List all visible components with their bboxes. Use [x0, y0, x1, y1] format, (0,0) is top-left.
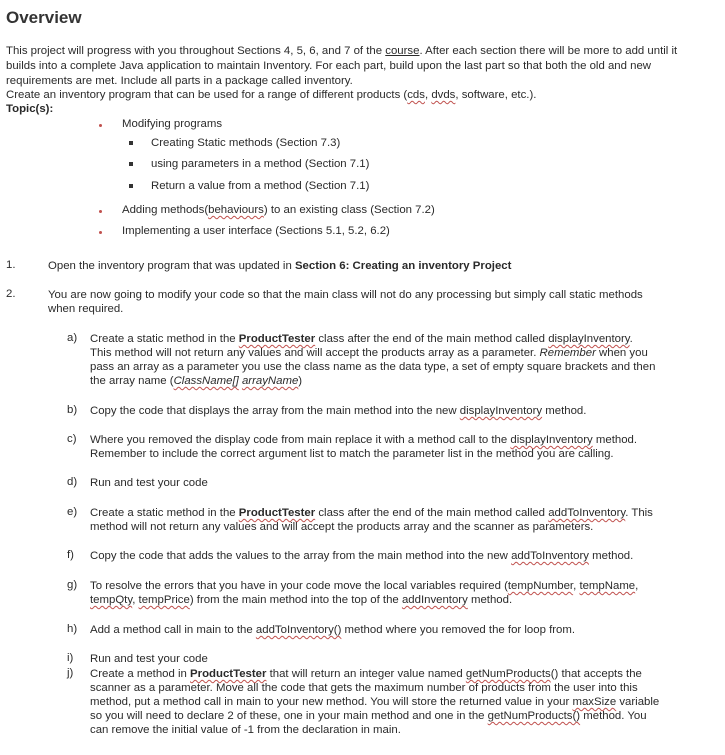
- topic-item: [122, 203, 435, 217]
- item-text: the array name (: [90, 375, 174, 387]
- emphasis-text: Remember: [539, 347, 596, 359]
- topic-subitem: Creating Static methods (Section 7.3): [151, 137, 341, 149]
- item-letter: c): [67, 433, 77, 445]
- item-text: class after the end of the main method called: [315, 507, 549, 519]
- item-letter: h): [67, 623, 78, 635]
- item-text: This method will not return any values and will accept the products array as a parameter.: [90, 347, 540, 359]
- method-name: addToInventory: [548, 507, 626, 519]
- method-name: displayInventory: [510, 434, 593, 446]
- item-b-line-1: [90, 404, 586, 418]
- class-name: ProductTester: [238, 507, 316, 519]
- item-text: so you will need to declare 2 of these, one in your main method and one in the: [90, 710, 488, 722]
- step-2-line-2: when required.: [48, 303, 124, 315]
- misspelled-word: dvds: [431, 89, 456, 101]
- item-text: method where you removed the for loop from.: [341, 624, 576, 636]
- item-a-line-4: [90, 374, 302, 388]
- item-text: ): [298, 375, 303, 387]
- topic-text: Adding methods(: [122, 204, 209, 216]
- variable-name: tempNumber: [507, 580, 574, 592]
- intro-line-1: [6, 44, 677, 59]
- class-name: ProductTester: [238, 333, 316, 345]
- item-text: Copy the code that displays the array from the main method into the new: [90, 405, 460, 417]
- square-bullet-icon: [129, 184, 133, 188]
- item-text: Create a method in: [90, 668, 191, 680]
- variable-name: tempPrice: [138, 594, 190, 606]
- intro-text: This project will progress with you throughout Sections 4, 5, 6, and 7 of the: [6, 45, 386, 57]
- intro-line-4: [6, 88, 536, 103]
- intro-line-2: builds into a complete Java application to maintain Inventory. For each part, build upon the last part so that both the old and new: [6, 60, 652, 72]
- variable-name: maxSize: [572, 696, 617, 708]
- item-text: method.: [588, 550, 634, 562]
- item-text: method, put a method call in main to your new method. You will store the returned value in your: [90, 696, 573, 708]
- step-2-line-1: You are now going to modify your code so that the main class will not do any processing but simply call static methods: [48, 289, 643, 301]
- item-text: method.: [542, 405, 587, 417]
- course-link: course: [385, 45, 420, 57]
- step-number: 2.: [6, 288, 16, 300]
- item-text: variable: [616, 696, 660, 708]
- item-text: when you: [595, 347, 648, 359]
- item-text: method.: [592, 434, 638, 446]
- item-text: ) from the main method into the top of the: [189, 594, 402, 606]
- step-bold-text: Section 6: Creating an inventory Project: [294, 260, 512, 272]
- code-text: ClassName[]: [173, 375, 239, 387]
- page-title: Overview: [6, 8, 82, 27]
- step-1-text: [48, 259, 511, 273]
- bullet-icon: [99, 231, 102, 234]
- method-name: displayInventory: [548, 333, 630, 345]
- item-text: Create a static method in the: [90, 333, 239, 345]
- method-name: getNumProducts(): [487, 710, 581, 722]
- item-letter: e): [67, 506, 78, 518]
- topics-label: Topic(s):: [6, 103, 54, 115]
- intro-text: Create an inventory program that can be used for a range of different products (: [6, 89, 408, 101]
- item-text: class after the end of the main method called: [315, 333, 549, 345]
- misspelled-word: cds: [407, 89, 425, 101]
- item-a-line-1: [90, 332, 633, 346]
- intro-text: . After each section there will be more to add until it: [419, 45, 678, 57]
- item-letter: a): [67, 332, 78, 344]
- item-text: method. You: [580, 710, 647, 722]
- item-letter: i): [67, 652, 74, 664]
- bullet-icon: [99, 210, 102, 213]
- item-text: that will return an integer value named: [266, 668, 466, 680]
- item-text: method.: [467, 594, 513, 606]
- item-letter: g): [67, 579, 78, 591]
- class-name: ProductTester: [190, 668, 267, 680]
- item-j-line-2: scanner as a parameter. Move all the code that gets the maximum number of products from the user into this: [90, 682, 638, 694]
- item-text: () that accepts the: [550, 668, 642, 680]
- method-name: addToInventory(): [255, 624, 342, 636]
- item-e-line-2: method will not return any values and will accept the products array and the scanner as parameters.: [90, 521, 594, 533]
- item-a-line-2: [90, 346, 648, 360]
- item-g-line-1: [90, 579, 638, 593]
- method-name: addInventory: [401, 594, 468, 606]
- code-text: arrayName: [241, 375, 299, 387]
- item-text: ,: [635, 580, 639, 592]
- item-text: ,: [573, 580, 580, 592]
- item-text: Create a static method in the: [90, 507, 239, 519]
- intro-line-3: requirements are met. Include all parts in a package called inventory.: [6, 75, 353, 87]
- item-i-line-1: Run and test your code: [90, 653, 208, 665]
- item-text: .: [629, 333, 633, 345]
- method-name: displayInventory: [459, 405, 543, 417]
- item-c-line-1: [90, 433, 637, 447]
- item-letter: f): [67, 549, 74, 561]
- intro-text: , software, etc.).: [455, 89, 537, 101]
- item-d-line-1: Run and test your code: [90, 477, 208, 489]
- square-bullet-icon: [129, 141, 133, 145]
- item-letter: b): [67, 404, 78, 416]
- bullet-icon: [99, 124, 102, 127]
- method-name: addToInventory: [511, 550, 589, 562]
- item-letter: j): [67, 667, 74, 679]
- item-text: . This: [625, 507, 653, 519]
- item-e-line-1: [90, 506, 653, 520]
- item-j-line-5: can remove the initial value of -1 from the declaration in main.: [90, 724, 401, 736]
- item-c-line-2: Remember to include the correct argument list to match the parameter list in the method you are calling.: [90, 448, 614, 460]
- item-j-line-4: [90, 709, 647, 723]
- step-number: 1.: [6, 259, 16, 271]
- square-bullet-icon: [129, 162, 133, 166]
- item-a-line-3: pass an array as a parameter you use the class name as the data type, a set of empty square brackets and then: [90, 361, 656, 373]
- topic-item: Implementing a user interface (Sections 5.1, 5.2, 6.2): [122, 225, 390, 237]
- topic-subitem: Return a value from a method (Section 7.1): [151, 180, 370, 192]
- variable-name: tempName: [579, 580, 636, 592]
- item-text: Add a method call in main to the: [90, 624, 256, 636]
- item-letter: d): [67, 476, 78, 488]
- variable-name: tempQty: [90, 594, 133, 606]
- item-h-line-1: [90, 623, 575, 637]
- topic-item: Modifying programs: [122, 118, 223, 130]
- misspelled-word: behaviours: [208, 204, 264, 216]
- item-g-line-2: [90, 593, 512, 607]
- topic-subitem: using parameters in a method (Section 7.1): [151, 158, 370, 170]
- step-text: Open the inventory program that was updated in: [48, 260, 295, 272]
- item-f-line-1: [90, 549, 633, 563]
- intro-text: ,: [424, 89, 432, 101]
- topic-text: ) to an existing class (Section 7.2): [263, 204, 435, 216]
- item-text: Copy the code that adds the values to the array from the main method into the new: [90, 550, 512, 562]
- item-text: ,: [132, 594, 139, 606]
- item-text: Where you removed the display code from main replace it with a method call to the: [90, 434, 511, 446]
- item-text: To resolve the errors that you have in your code move the local variables required (: [90, 580, 508, 592]
- item-j-line-3: [90, 695, 659, 709]
- method-name: getNumProducts: [465, 668, 551, 680]
- item-j-line-1: [90, 667, 642, 681]
